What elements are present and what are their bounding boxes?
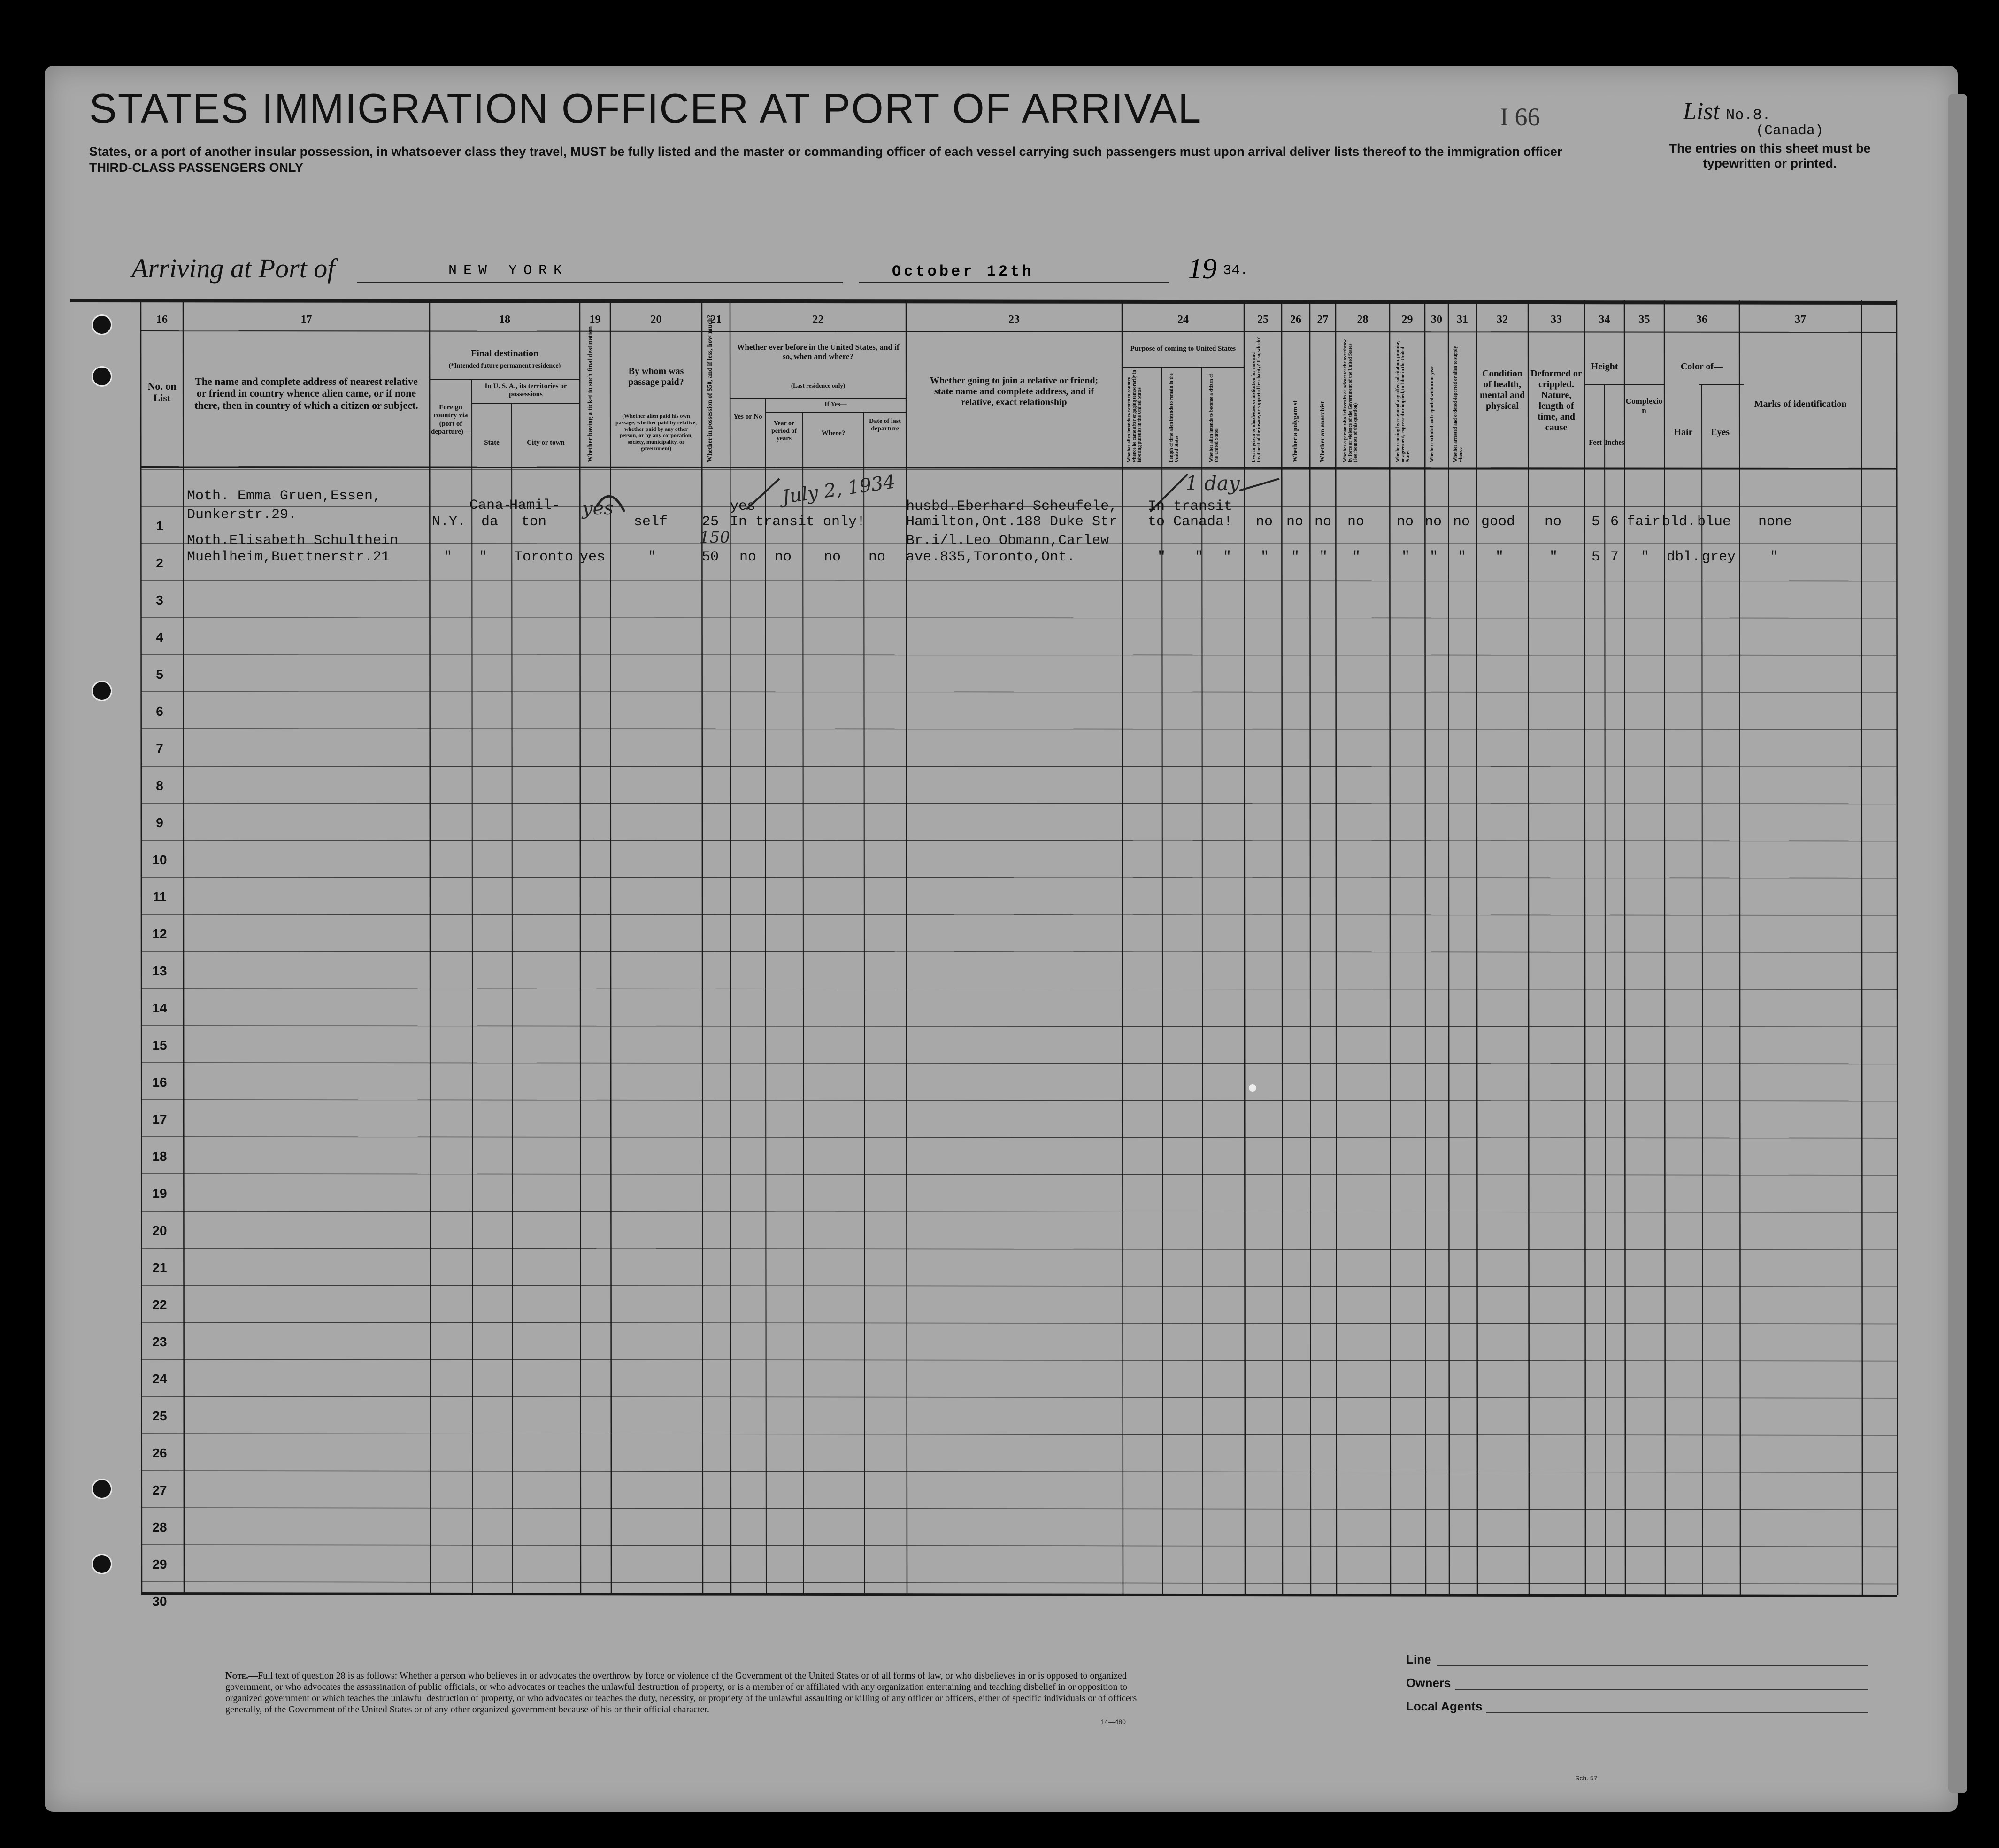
header-arrested: Whether arrested and ordered deported or alien to supply whence (1453, 346, 1463, 462)
header-marks: Marks of identification (1754, 399, 1847, 409)
header-final-destination-note: (*Intended future permanent residence) (448, 362, 561, 369)
header-length-of-stay: Length of time alien intends to remain in the United States (1169, 373, 1179, 462)
col-number-25: 25 (1257, 314, 1269, 326)
entry-1-marks: none (1758, 514, 1792, 530)
row-number: 20 (152, 1223, 167, 1238)
entry-1-state: Cana- (469, 498, 512, 514)
header-prison: Ever in prison or almshouse, or institution for care and treatment of the insane, or supported by charity? If so, which? (1251, 337, 1261, 462)
entry-2-foreign: " (444, 549, 453, 565)
row-number: 13 (152, 964, 167, 978)
entry-2-excluded-ditto: " (1430, 549, 1438, 565)
row-number: 11 (153, 889, 167, 904)
entry-2-where: no (824, 549, 841, 565)
col-number-33: 33 (1551, 314, 1562, 326)
header-passage-paid: By whom was passage paid? (628, 366, 684, 387)
row-number: 16 (152, 1075, 167, 1089)
col-number-19: 19 (589, 314, 601, 326)
header-date-departure: Date of last departure (869, 418, 901, 433)
header-excluded: Whether excluded and deported within one year (1430, 366, 1435, 462)
entry-2-relative: Moth.Elisabeth Schulthein (187, 533, 399, 549)
entries-note: The entries on this sheet must be typewritten or printed. (1669, 141, 1871, 170)
entry-1-overthrow: no (1347, 514, 1365, 530)
entry-1-feet: 5 (1592, 514, 1600, 530)
header-join-relative: Whether going to join a relative or friend; state name and complete address, and if relative, exact relationship (930, 376, 1099, 407)
header-height: Height (1591, 361, 1618, 372)
col-number-36: 36 (1696, 314, 1707, 326)
footnote: Note.—Full text of question 28 is as follows: Whether a person who believes in or advocates the overthrow by force or violence of the Government of the United States or of all forms of law, or who disbelieves in or is opposed to organized government, or who advocates the assassination of public officials, or who advocates or teaches the unlawful destruction of property, or is a member of or affiliated with any organization entertaining and teaching disbelief in or opposition to organized government or which teaches the unlawful destruction of property, or who advocates or teaches the duty, necessity, or propriety of the unlawful assaulting or killing of any officer or officers, either of specific individuals or of officers generally, of the Government of the United States or of any other organized government because of his or their official character. (225, 1671, 1137, 1715)
header-health: Condition of health, mental and physical (1479, 368, 1525, 411)
entry-1-ticket: yes (582, 498, 614, 519)
row-number: 15 (152, 1038, 167, 1052)
entry-2-relative-address: Muehlheim,Buettnerstr.21 (187, 549, 390, 565)
header-relative: The name and complete address of nearest relative or friend in country whence alien came, or if none there, then in country of which a citizen or subject. (194, 376, 418, 411)
owners-label: Owners (1406, 1676, 1451, 1690)
row-number: 18 (152, 1149, 167, 1164)
entry-2-eyes: grey (1702, 549, 1736, 565)
row-number: 14 (152, 1001, 167, 1015)
row-number: 17 (152, 1112, 167, 1127)
subtitle: States, or a port of another insular possession, in whatsoever class they travel, MUST be fully listed and the master or commanding officer of each vessel carrying such passengers must upon arrival deliver lists thereof to the immigration officer (89, 145, 1562, 159)
passenger-class: THIRD-CLASS PASSENGERS ONLY (89, 161, 304, 175)
header-purpose: Purpose of coming to United States (1130, 345, 1236, 353)
entry-1-relative: Moth. Emma Gruen,Essen, (187, 488, 382, 504)
entry-1-labor: no (1397, 514, 1414, 530)
header-return-intent: Whether alien intends to return to country whence he came after engaging temporarily in laboring pursuits in the United States (1127, 370, 1142, 462)
row-number: 2 (156, 556, 163, 570)
list-note: (Canada) (1756, 123, 1824, 139)
entry-1-joining-address: Hamilton,Ont.188 Duke Str (906, 514, 1118, 530)
col-number-17: 17 (300, 314, 312, 326)
col-number-16: 16 (156, 314, 168, 326)
entry-2-arrested-ditto: " (1458, 549, 1467, 565)
col-number-26: 26 (1290, 314, 1301, 326)
row-number: 5 (156, 667, 163, 682)
row-number: 3 (156, 593, 163, 607)
entry-1-polygamist: no (1286, 514, 1304, 530)
entry-1-joining: husbd.Eberhard Scheufele, (906, 498, 1118, 514)
entry-2-money-hand: 150 (700, 528, 730, 547)
row-number: 12 (152, 927, 167, 941)
entry-2-year: no (775, 549, 792, 565)
entry-1-handwritten-stay: 1 day (1185, 472, 1240, 495)
entry-2-feet: 5 (1592, 549, 1600, 565)
header-usa: In U. S. A., its territories or possessions (484, 383, 567, 399)
header-yes-no: Yes or No (733, 413, 762, 421)
entry-2-labor-ditto: " (1401, 549, 1410, 565)
entry-1-eyes: blue (1697, 514, 1731, 530)
header-final-destination: Final destination (471, 348, 538, 359)
entry-2-citizen-ditto: " (1223, 549, 1232, 565)
header-color-of: Color of— (1680, 361, 1723, 372)
entry-1-anarchist: no (1315, 514, 1332, 530)
entry-1-foreign: N.Y. (432, 514, 466, 530)
entry-2-ticket: yes (580, 549, 606, 565)
line-label: Line (1406, 1652, 1431, 1666)
header-ever-before: Whether ever before in the United States, and if so, when and where? (737, 343, 900, 361)
header-year-period: Year or period of years (771, 420, 797, 443)
page-title: STATES IMMIGRATION OFFICER AT PORT OF ARRIVAL (89, 85, 1202, 131)
entry-2-money: 50 (702, 549, 719, 565)
row-number: 9 (156, 815, 163, 830)
header-citizen-intent: Whether alien intends to become a citizen of the United States (1209, 374, 1219, 462)
entry-1-arrested: no (1453, 514, 1470, 530)
header-if-yes: If Yes— (824, 401, 847, 408)
entry-2-inches: 7 (1610, 549, 1619, 565)
col-number-20: 20 (650, 314, 662, 326)
entry-2-prison-ditto: " (1261, 549, 1269, 565)
entry-2-complexion-ditto: " (1641, 549, 1650, 565)
arrival-year-prefix: 19 (1188, 253, 1217, 285)
row-number: 1 (156, 519, 163, 533)
col-number-27: 27 (1317, 314, 1329, 326)
entry-1-before-note: In transit only! (730, 514, 866, 530)
arrival-date: October 12th (892, 263, 1034, 280)
entry-1-before: yes (730, 498, 756, 514)
header-overthrow: Whether a person who believes in or advocates the overthrow by force or violence of the Government of the United States (See footnote of this question) (1343, 339, 1358, 462)
header-complexion: Complexion (1625, 397, 1663, 415)
header-eyes: Eyes (1711, 427, 1730, 437)
col-number-37: 37 (1795, 314, 1806, 326)
line-rule (1437, 1665, 1868, 1666)
row-number: 4 (156, 630, 163, 644)
list-number: List No.8. (1683, 98, 1771, 125)
header-fifty-dollars: Whether in possession of $50, and if less, how much? (707, 314, 714, 462)
entry-2-deformed-ditto: " (1549, 549, 1558, 565)
owners-rule (1455, 1689, 1868, 1690)
header-hair: Hair (1674, 427, 1693, 437)
entry-1-paid-by: self (634, 514, 668, 530)
header-passage-note: (Whether alien paid his own passage, whether paid by relative, whether paid by any other person, or by any corporation, society, municipality, or government) (615, 413, 697, 452)
entry-1-handwritten-date: July 2, 1934 (780, 471, 897, 508)
entry-2-anarchist-ditto: " (1319, 549, 1328, 565)
row-number: 10 (152, 852, 167, 867)
entry-1-prison: no (1256, 514, 1273, 530)
header-polygamist: Whether a polygamist (1292, 400, 1299, 462)
header-last-residence: (Last residence only) (791, 382, 846, 389)
header-no-on-list: No. on List (147, 380, 177, 404)
entry-2-joining-address: ave.835,Toronto,Ont. (906, 549, 1076, 565)
entry-1-purpose: In transit (1148, 498, 1233, 514)
row-number: 8 (156, 778, 163, 793)
arrival-label: Arriving at Port of (131, 253, 335, 284)
header-labor-offer: Whether coming by reason of any offer, solicitation, promise, or agreement, expressed or implied, to labor in the United States (1395, 340, 1411, 462)
local-agents-label: Local Agents (1406, 1699, 1483, 1713)
entry-2-city: Toronto (514, 549, 574, 565)
entry-2-paid-by: " (648, 549, 657, 565)
entry-1-city: Hamil- (509, 498, 561, 514)
entry-1-excluded: no (1425, 514, 1442, 530)
col-number-24: 24 (1177, 314, 1189, 326)
header-foreign-country: Foreign country via (port of departure)— (431, 404, 470, 436)
entry-2-purpose-ditto: " (1157, 549, 1166, 565)
entry-2-state: " (479, 549, 488, 565)
row-number: 24 (152, 1372, 167, 1386)
col-number-35: 35 (1638, 314, 1650, 326)
entry-2-hair: dbl. (1667, 549, 1701, 565)
entry-2-overthrow-ditto: " (1352, 549, 1361, 565)
entry-1-health: good (1481, 514, 1515, 530)
entry-2-date: no (869, 549, 886, 565)
header-ticket: Whether having a ticket to such final destination (587, 326, 594, 462)
entry-2-marks-ditto: " (1770, 549, 1779, 565)
row-number: 19 (152, 1186, 167, 1201)
arrival-year-suffix: 34. (1223, 263, 1249, 279)
col-number-18: 18 (499, 314, 510, 326)
entry-2-joining: Br.i/l.Leo Obmann,Carlew (906, 533, 1109, 549)
col-number-30: 30 (1431, 314, 1442, 326)
entry-1-complexion: fair (1627, 514, 1661, 530)
entry-1-money: 25 (702, 514, 719, 530)
row-number: 29 (152, 1557, 167, 1572)
header-city: City or town (527, 439, 565, 446)
entry-1-relative-address: Dunkerstr.29. (187, 507, 297, 523)
col-number-34: 34 (1599, 314, 1610, 326)
entry-2-polygamist-ditto: " (1291, 549, 1300, 565)
row-number: 28 (152, 1520, 167, 1534)
header-state: State (484, 439, 500, 446)
col-number-29: 29 (1401, 314, 1413, 326)
header-inches: Inches (1605, 439, 1624, 446)
col-number-32: 32 (1497, 314, 1508, 326)
col-number-23: 23 (1008, 314, 1020, 326)
row-number: 6 (156, 704, 163, 719)
col-number-22: 22 (812, 314, 824, 326)
row-number: 22 (152, 1297, 167, 1312)
header-feet: Feet (1589, 439, 1602, 446)
entry-2-health-ditto: " (1495, 549, 1504, 565)
stamp: I 66 (1500, 103, 1540, 131)
row-number: 25 (152, 1409, 167, 1423)
agents-rule (1486, 1712, 1868, 1713)
col-number-31: 31 (1457, 314, 1468, 326)
header-where: Where? (821, 429, 846, 437)
entry-1-deformed: no (1545, 514, 1562, 530)
row-number: 26 (152, 1446, 167, 1460)
row-number: 21 (152, 1260, 167, 1275)
entry-1-inches: 6 (1610, 514, 1619, 530)
entry-1-state-2: da (481, 514, 499, 530)
col-number-28: 28 (1357, 314, 1369, 326)
entry-1-hair: bld. (1662, 514, 1696, 530)
schedule-code: Sch. 57 (1575, 1774, 1598, 1782)
form-code: 14—480 (1101, 1718, 1126, 1725)
row-number: 27 (152, 1483, 167, 1497)
col-number-21: 21 (710, 314, 722, 326)
arrival-port: NEW YORK (448, 263, 569, 279)
row-number: 23 (152, 1334, 167, 1349)
entry-1-purpose-2: to Canada! (1148, 514, 1233, 530)
header-deformed: Deformed or crippled. Nature, length of time, and cause (1530, 368, 1582, 433)
header-anarchist: Whether an anarchist (1319, 401, 1326, 462)
row-number: 7 (156, 741, 163, 756)
entry-1-city-2: ton (521, 514, 547, 530)
entry-2-stay-ditto: " (1195, 549, 1204, 565)
entry-2-yes-no: no (739, 549, 757, 565)
row-number: 30 (152, 1594, 167, 1609)
